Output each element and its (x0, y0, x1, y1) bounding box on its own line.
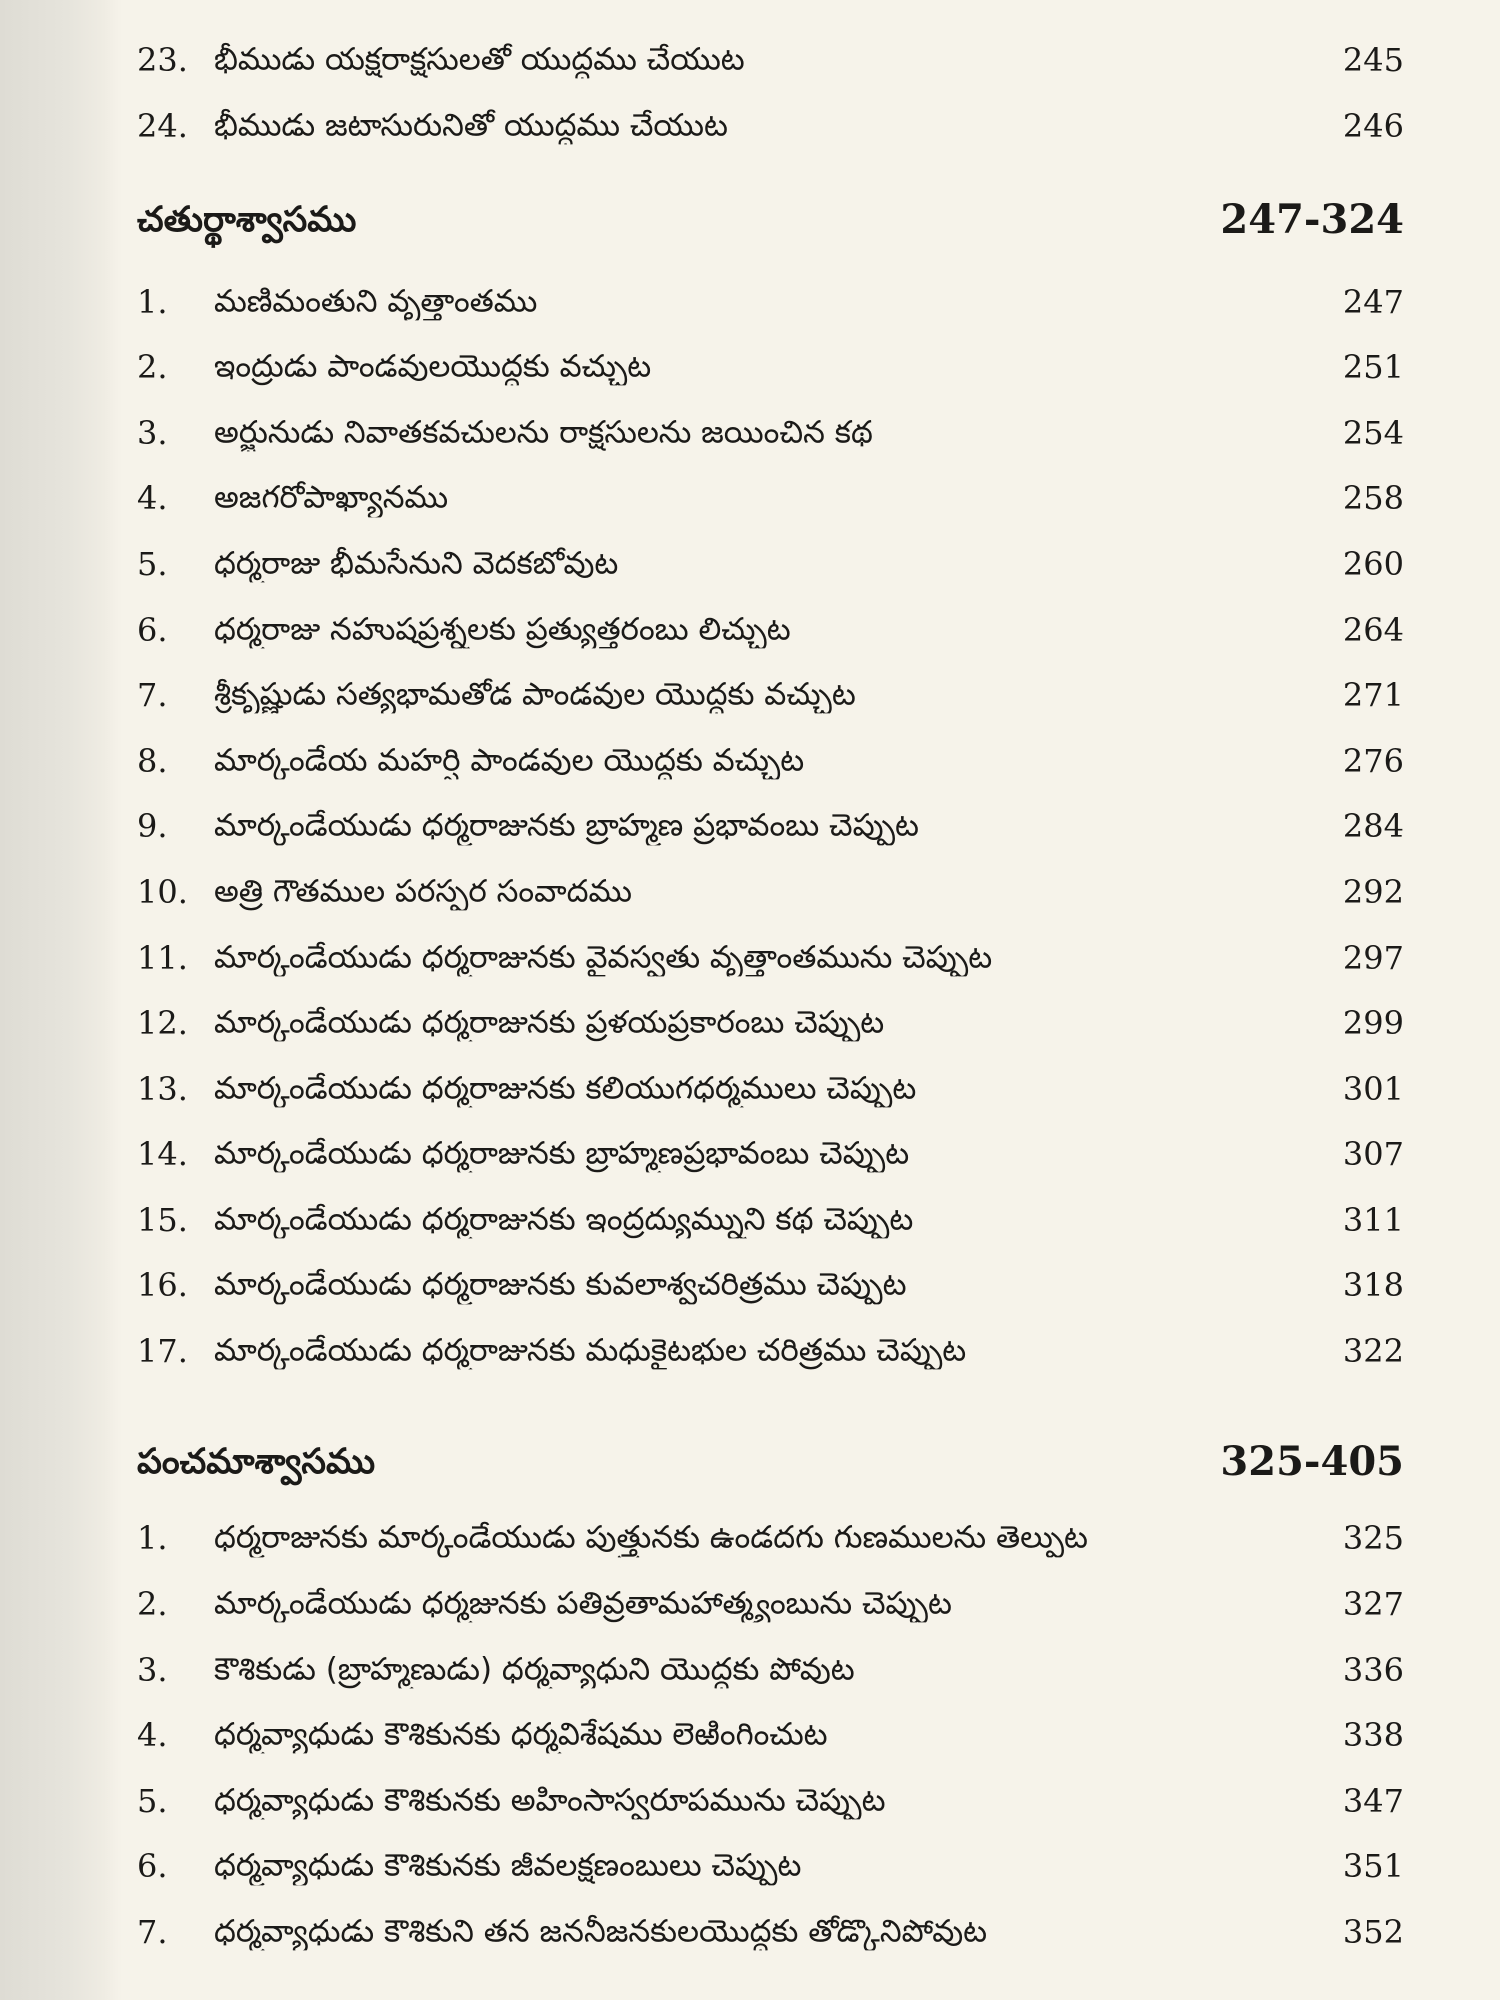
entry-number: 7. (137, 1912, 168, 1951)
entry-title: శ్రీకృష్ణుడు సత్యభామతోడ పాండవుల యొద్దకు వచ్చుట (214, 676, 856, 713)
entry-number: 11. (137, 938, 188, 977)
entry-page: 264 (1342, 610, 1404, 649)
toc-entry (0, 1056, 1500, 1122)
entry-page: 351 (1342, 1847, 1404, 1886)
entry-page: 271 (1342, 675, 1404, 714)
toc-entry (0, 728, 1500, 794)
entry-number: 7. (137, 675, 168, 714)
entry-title: మార్కండేయుడు ధర్మరాజునకు వైవస్వతు వృత్తాంతమును చెప్పుట (214, 938, 993, 975)
entry-page: 258 (1342, 479, 1404, 518)
entry-number: 4. (137, 479, 168, 518)
toc-entry (0, 925, 1500, 991)
toc-entry (0, 1121, 1500, 1187)
entry-title: ధర్మరాజు నహుషప్రశ్నలకు ప్రత్యుత్తరంబు లిచ్చుట (214, 610, 791, 647)
entry-number: 14. (137, 1135, 188, 1174)
entry-page: 292 (1342, 872, 1404, 911)
entry-number: 5. (137, 1781, 168, 1820)
entry-page: 307 (1342, 1135, 1404, 1174)
entry-number: 10. (137, 872, 188, 911)
toc-entry (0, 794, 1500, 860)
toc-entry (0, 1187, 1500, 1253)
toc-entry (0, 1571, 1500, 1637)
toc-entry (0, 1318, 1500, 1384)
entry-title: ధర్మరాజు భీమసేనుని వెదకబోవుట (214, 545, 619, 582)
toc-entry (0, 1506, 1500, 1572)
entry-page: 284 (1342, 807, 1404, 846)
entry-page: 322 (1342, 1331, 1404, 1370)
entry-number: 2. (137, 347, 168, 386)
entry-number: 16. (137, 1266, 188, 1305)
entry-title: మార్కండేయుడు ధర్మరాజునకు మధుకైటభుల చరిత్రము చెప్పుట (214, 1332, 967, 1369)
section-page-range: 247-324 (1220, 195, 1404, 243)
section-title: పంచమాశ్వాసము (137, 1442, 376, 1483)
entry-title: ధర్మవ్యాధుడు కౌశికునకు అహింసాస్వరూపమును చెప్పుట (214, 1782, 886, 1819)
toc-entry (0, 531, 1500, 597)
entry-number: 4. (137, 1716, 168, 1755)
entry-title: అర్జునుడు నివాతకవచులను రాక్షసులను జయించిన కథ (214, 414, 873, 451)
section-heading (0, 1384, 1500, 1506)
entry-page: 301 (1342, 1069, 1404, 1108)
toc-entry (0, 400, 1500, 466)
entry-number: 15. (137, 1200, 188, 1239)
section-title: చతుర్థాశ్వాసము (137, 199, 357, 240)
entry-title: ధర్మరాజునకు మార్కండేయుడు పుత్త్రునకు ఉండదగు గుణములను తెల్పుట (214, 1519, 1088, 1556)
entry-page: 352 (1342, 1912, 1404, 1951)
entry-number: 3. (137, 413, 168, 452)
entry-page: 260 (1342, 544, 1404, 583)
toc-entry (0, 93, 1500, 159)
section-heading (0, 158, 1500, 268)
entry-number: 24. (137, 106, 188, 145)
toc-entry (0, 990, 1500, 1056)
entry-number: 6. (137, 610, 168, 649)
entry-page: 311 (1342, 1200, 1404, 1239)
entry-number: 12. (137, 1003, 188, 1042)
toc-entry (0, 1834, 1500, 1900)
section-page-range: 325-405 (1220, 1438, 1404, 1486)
entry-title: భీముడు జటాసురునితో యుద్ధము చేయుట (214, 106, 728, 143)
entry-page: 336 (1342, 1650, 1404, 1689)
entry-number: 13. (137, 1069, 188, 1108)
entry-title: ధర్మవ్యాధుడు కౌశికునకు ధర్మవిశేషము లెఱింగించుట (214, 1716, 828, 1753)
toc-entry (0, 859, 1500, 925)
entry-title: కౌశికుడు (బ్రాహ్మణుడు) ధర్మవ్యాధుని యొద్దకు పోవుట (214, 1651, 855, 1688)
entry-number: 1. (137, 282, 168, 321)
entry-number: 17. (137, 1331, 188, 1370)
entry-page: 299 (1342, 1003, 1404, 1042)
toc-entry (0, 1637, 1500, 1703)
entry-title: మార్కండేయుడు ధర్మరాజునకు కువలాశ్వచరిత్రము చెప్పుట (214, 1266, 907, 1303)
toc-entry (0, 662, 1500, 728)
toc-entry (0, 334, 1500, 400)
toc-entry (0, 27, 1500, 93)
entry-number: 2. (137, 1584, 168, 1623)
entry-page: 338 (1342, 1716, 1404, 1755)
entry-number: 3. (137, 1650, 168, 1689)
toc-entry (0, 1702, 1500, 1768)
entry-title: ధర్మవ్యాధుడు కౌశికునకు జీవలక్షణంబులు చెప్పుట (214, 1847, 802, 1884)
entry-number: 6. (137, 1847, 168, 1886)
entry-page: 327 (1342, 1584, 1404, 1623)
entry-page: 318 (1342, 1266, 1404, 1305)
toc-entry (0, 1253, 1500, 1319)
entry-title: మార్కండేయ మహర్షి పాండవుల యొద్దకు వచ్చుట (214, 742, 805, 779)
entry-title: అజగరోపాఖ్యానము (214, 479, 449, 516)
entry-page: 276 (1342, 741, 1404, 780)
entry-page: 325 (1342, 1519, 1404, 1558)
entry-title: మణిమంతుని వృత్తాంతము (214, 282, 538, 319)
entry-title: మార్కండేయుడు ధర్మజునకు పతివ్రతామహాత్మ్యంబును చెప్పుట (214, 1585, 952, 1622)
toc-entry (0, 1768, 1500, 1834)
entry-title: మార్కండేయుడు ధర్మరాజునకు ఇంద్రద్యుమ్నుని కథ చెప్పుట (214, 1201, 914, 1238)
entry-page: 254 (1342, 413, 1404, 452)
entry-page: 246 (1342, 106, 1404, 145)
entry-title: మార్కండేయుడు ధర్మరాజునకు ప్రళయప్రకారంబు చెప్పుట (214, 1004, 885, 1041)
toc-entry (0, 269, 1500, 335)
entry-page: 247 (1342, 282, 1404, 321)
entry-title: భీముడు యక్షరాక్షసులతో యుద్ధము చేయుట (214, 41, 745, 78)
entry-number: 23. (137, 40, 188, 79)
entry-title: మార్కండేయుడు ధర్మరాజునకు కలియుగధర్మములు చెప్పుట (214, 1070, 917, 1107)
entry-page: 245 (1342, 40, 1404, 79)
toc-entry (0, 597, 1500, 663)
entry-title: ఇంద్రుడు పాండవులయొద్దకు వచ్చుట (214, 348, 652, 385)
toc-entry (0, 466, 1500, 532)
entry-number: 1. (137, 1519, 168, 1558)
entry-title: మార్కండేయుడు ధర్మరాజునకు బ్రాహ్మణ ప్రభావంబు చెప్పుట (214, 807, 919, 844)
entry-number: 9. (137, 807, 168, 846)
entry-title: మార్కండేయుడు ధర్మరాజునకు బ్రాహ్మణప్రభావంబు చెప్పుట (214, 1135, 910, 1172)
entry-page: 251 (1342, 347, 1404, 386)
entry-title: అత్రి గౌతముల పరస్పర సంవాదము (214, 873, 632, 910)
entry-page: 347 (1342, 1781, 1404, 1820)
toc-entry (0, 1899, 1500, 1965)
entry-number: 8. (137, 741, 168, 780)
entry-page: 297 (1342, 938, 1404, 977)
entry-title: ధర్మవ్యాధుడు కౌశికుని తన జననీజనకులయొద్దకు తోడ్కొనిపోవుట (214, 1913, 988, 1950)
entry-number: 5. (137, 544, 168, 583)
